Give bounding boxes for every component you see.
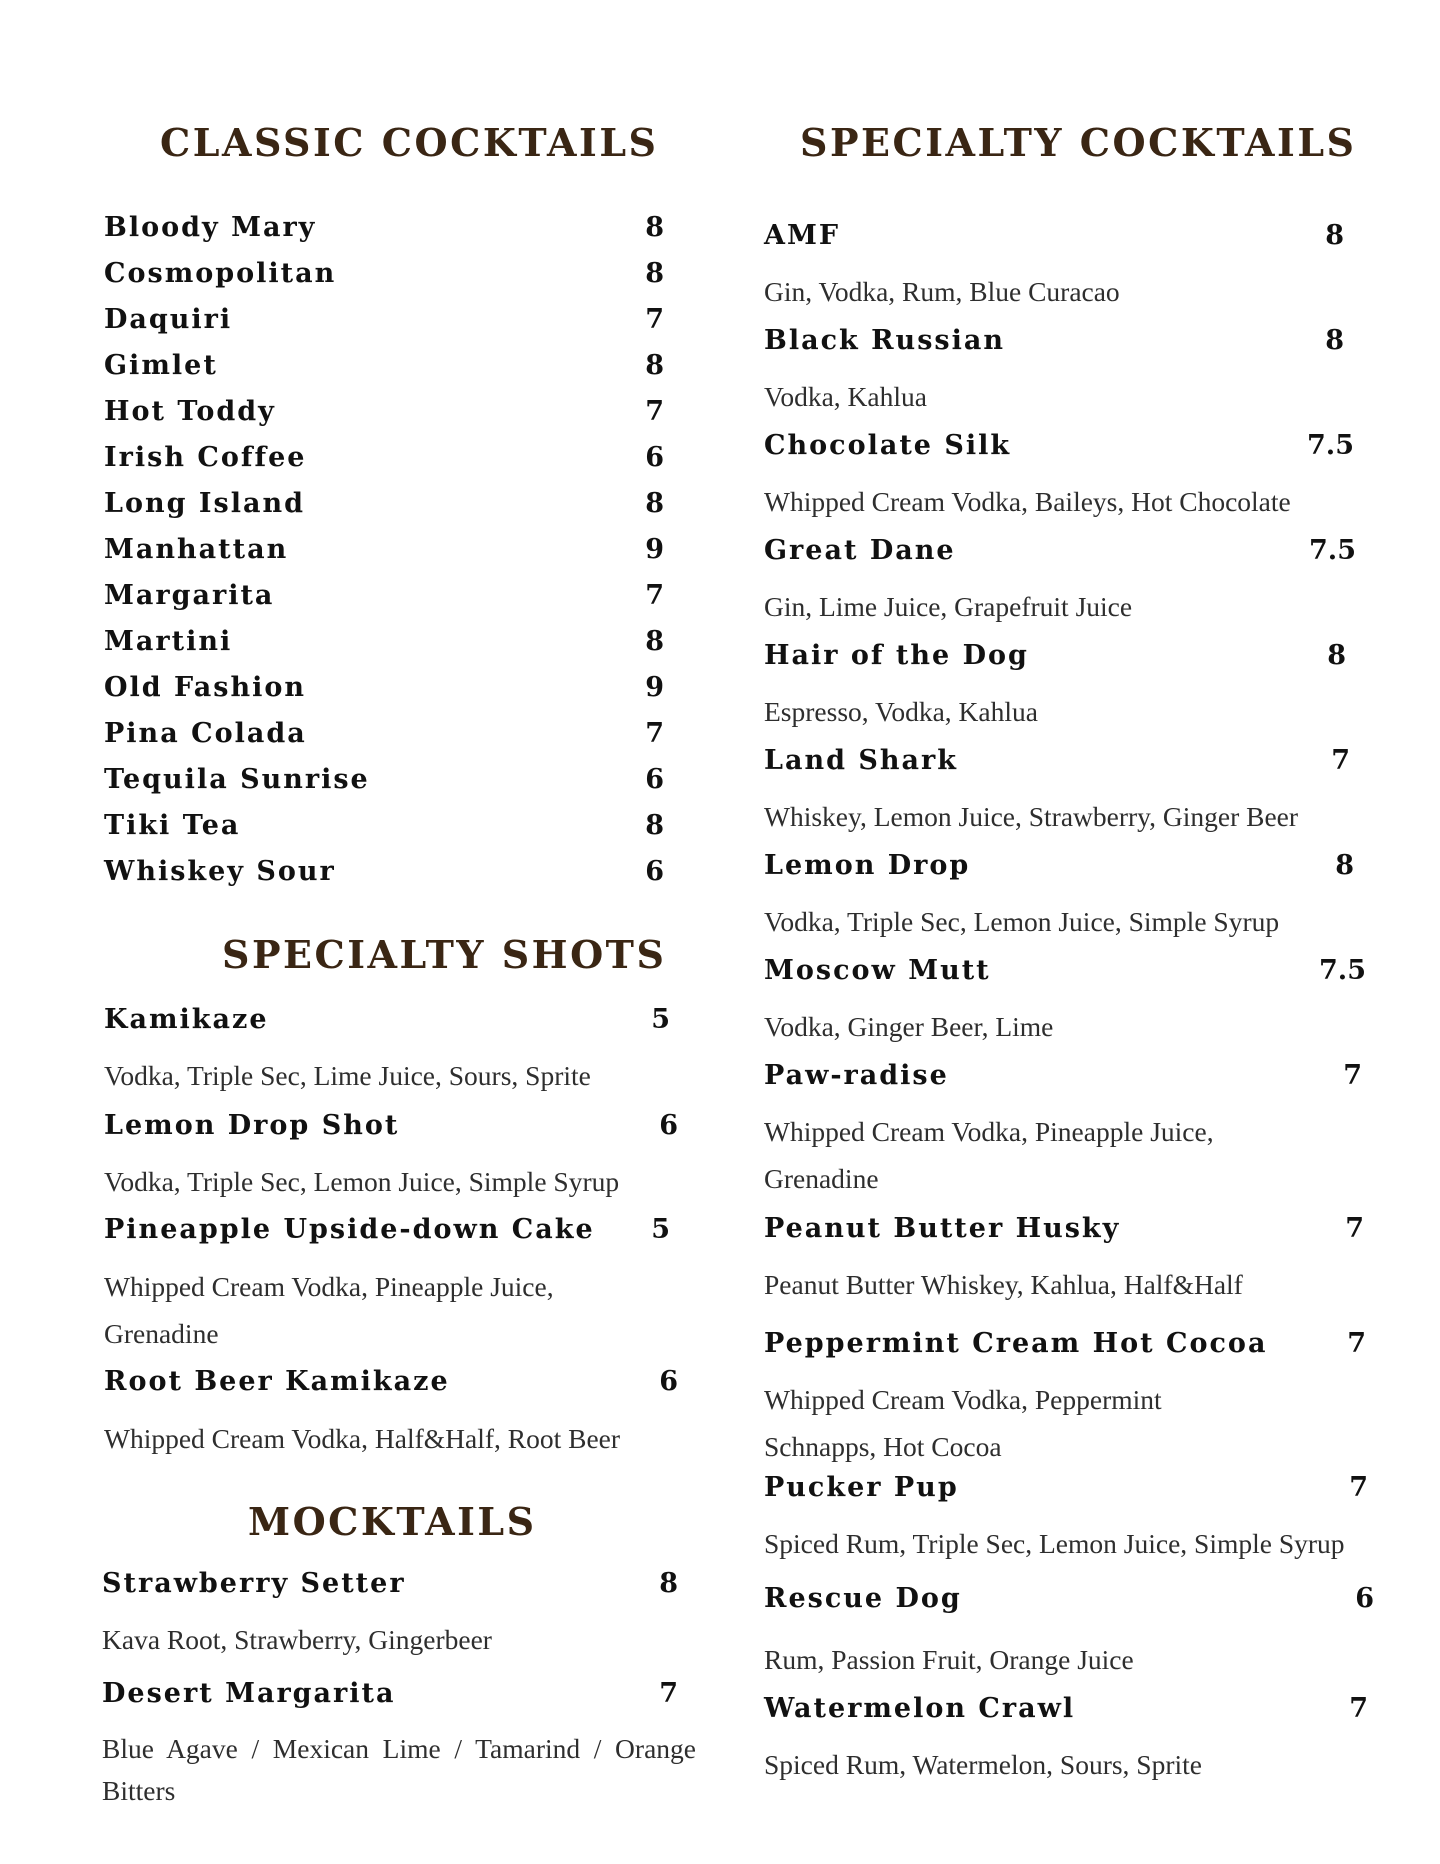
item-name: Watermelon Crawl	[764, 1693, 1076, 1724]
item-name: Martini	[104, 626, 233, 657]
item-name: Long Island	[104, 488, 305, 519]
item-name: Chocolate Silk	[764, 430, 1012, 461]
item-name: Daquiri	[104, 304, 233, 335]
menu-item	[764, 1060, 1362, 1100]
menu-item	[764, 1693, 1368, 1733]
item-price: 6	[659, 1366, 678, 1397]
item-name: AMF	[764, 220, 841, 251]
item-description: Peanut Butter Whiskey, Kahlua, Half&Half	[764, 1269, 1243, 1300]
item-price: 8	[1327, 640, 1346, 671]
item-name: Strawberry Setter	[102, 1568, 406, 1599]
item-name: Old Fashion	[104, 672, 306, 703]
item-price: 7	[1347, 1328, 1366, 1359]
item-price: 8	[1325, 325, 1344, 356]
menu-item	[764, 325, 1344, 365]
item-price: 7	[1349, 1472, 1368, 1503]
item-price: 7	[645, 718, 664, 749]
menu-item	[104, 1004, 670, 1044]
menu-item	[764, 1213, 1364, 1253]
item-description: Whipped Cream Vodka, Peppermint Schnapps, Hot Cocoa	[764, 1384, 1162, 1462]
item-name: Great Dane	[764, 535, 956, 566]
item-price: 6	[645, 764, 664, 795]
menu-item	[104, 258, 664, 298]
item-name: Tequila Sunrise	[104, 764, 370, 795]
item-price: 5	[651, 1214, 670, 1245]
item-description: Blue Agave / Mexican Lime / Tamarind / Orange Bitters	[102, 1733, 696, 1806]
item-name: Land Shark	[764, 745, 958, 776]
item-price: 8	[645, 212, 664, 243]
item-price: 8	[1335, 850, 1354, 881]
menu-item	[102, 1678, 678, 1718]
item-price: 6	[659, 1110, 678, 1141]
item-price: 5	[651, 1004, 670, 1035]
item-price: 7	[645, 580, 664, 611]
item-name: Gimlet	[104, 350, 218, 381]
item-price: 7.5	[1319, 955, 1366, 986]
item-name: Manhattan	[104, 534, 289, 565]
menu-item	[764, 955, 1366, 995]
classic-cocktails-heading: CLASSIC COCKTAILS	[160, 120, 659, 165]
specialty-shots-heading: SPECIALTY SHOTS	[222, 932, 667, 977]
menu-item	[104, 350, 664, 390]
menu-item	[104, 1214, 670, 1254]
item-price: 8	[645, 626, 664, 657]
item-name: Peppermint Cream Hot Cocoa	[764, 1328, 1268, 1359]
item-name: Hair of the Dog	[764, 640, 1029, 671]
item-price: 7	[645, 304, 664, 335]
item-price: 8	[1325, 220, 1344, 251]
item-name: Moscow Mutt	[764, 955, 991, 986]
item-description: Spiced Rum, Triple Sec, Lemon Juice, Simple Syrup	[764, 1528, 1345, 1559]
menu-item	[764, 745, 1350, 785]
item-description: Gin, Lime Juice, Grapefruit Juice	[764, 591, 1133, 622]
item-name: Hot Toddy	[104, 396, 276, 427]
item-price: 7	[659, 1678, 678, 1709]
item-price: 9	[645, 534, 664, 565]
menu-item	[104, 580, 664, 620]
item-name: Tiki Tea	[104, 810, 241, 841]
item-price: 6	[1355, 1583, 1374, 1614]
item-name: Kamikaze	[104, 1004, 269, 1035]
item-name: Pucker Pup	[764, 1472, 959, 1503]
item-name: Peanut Butter Husky	[764, 1213, 1121, 1244]
item-price: 7.5	[1309, 535, 1356, 566]
item-description: Whipped Cream Vodka, Baileys, Hot Chocolate	[764, 486, 1291, 517]
menu-item	[104, 856, 664, 896]
menu-item	[104, 810, 664, 850]
menu-item	[104, 304, 664, 344]
item-name: Margarita	[104, 580, 275, 611]
item-price: 6	[645, 442, 664, 473]
menu-item	[104, 1110, 678, 1150]
item-price: 6	[645, 856, 664, 887]
menu-item	[764, 535, 1356, 575]
menu-item	[764, 1583, 1374, 1623]
item-description: Rum, Passion Fruit, Orange Juice	[764, 1644, 1134, 1675]
item-description: Whiskey, Lemon Juice, Strawberry, Ginger Beer	[764, 801, 1299, 832]
item-description: Whipped Cream Vodka, Half&Half, Root Beer	[104, 1423, 621, 1454]
item-name: Cosmopolitan	[104, 258, 337, 289]
menu-item	[104, 672, 664, 712]
item-name: Lemon Drop	[764, 850, 971, 881]
item-name: Rescue Dog	[764, 1583, 962, 1614]
item-name: Bloody Mary	[104, 212, 317, 243]
menu-item	[764, 1472, 1368, 1512]
item-price: 8	[645, 810, 664, 841]
item-description: Vodka, Triple Sec, Lemon Juice, Simple Syrup	[764, 906, 1280, 937]
item-name: Root Beer Kamikaze	[104, 1366, 450, 1397]
menu-item	[764, 220, 1344, 260]
item-price: 7	[1349, 1693, 1368, 1724]
mocktails-heading: MOCKTAILS	[248, 1499, 537, 1544]
item-description: Whipped Cream Vodka, Pineapple Juice, Grenadine	[764, 1116, 1214, 1194]
item-name: Black Russian	[764, 325, 1005, 356]
item-description: Vodka, Kahlua	[764, 381, 927, 412]
item-description: Spiced Rum, Watermelon, Sours, Sprite	[764, 1749, 1202, 1780]
item-name: Lemon Drop Shot	[104, 1110, 400, 1141]
item-description: Vodka, Triple Sec, Lime Juice, Sours, Sprite	[104, 1060, 591, 1091]
item-price: 7	[645, 396, 664, 427]
item-price: 7	[1343, 1060, 1362, 1091]
item-price: 7	[1331, 745, 1350, 776]
menu-item	[104, 442, 664, 482]
item-name: Pina Colada	[104, 718, 307, 749]
item-price: 8	[645, 350, 664, 381]
item-price: 8	[659, 1568, 678, 1599]
item-price: 7.5	[1307, 430, 1354, 461]
specialty-cocktails-heading: SPECIALTY COCKTAILS	[800, 120, 1357, 165]
item-name: Pineapple Upside-down Cake	[104, 1214, 595, 1245]
menu-item	[104, 1366, 678, 1406]
item-price: 9	[645, 672, 664, 703]
menu-item	[102, 1568, 678, 1608]
menu-item	[104, 488, 664, 528]
menu-item	[764, 850, 1354, 890]
item-name: Whiskey Sour	[104, 856, 336, 887]
menu-item	[104, 396, 664, 436]
menu-item	[104, 764, 664, 804]
item-name: Desert Margarita	[102, 1678, 396, 1709]
item-description: Kava Root, Strawberry, Gingerbeer	[102, 1624, 492, 1655]
item-description: Gin, Vodka, Rum, Blue Curacao	[764, 276, 1120, 307]
menu-item	[764, 640, 1346, 680]
item-description: Whipped Cream Vodka, Pineapple Juice, Grenadine	[104, 1271, 554, 1349]
item-name: Irish Coffee	[104, 442, 307, 473]
item-price: 8	[645, 488, 664, 519]
item-price: 8	[645, 258, 664, 289]
item-description: Vodka, Ginger Beer, Lime	[764, 1011, 1054, 1042]
item-name: Paw-radise	[764, 1060, 949, 1091]
menu-item	[104, 212, 664, 252]
menu-item	[764, 1328, 1366, 1368]
menu-item	[104, 534, 664, 574]
item-price: 7	[1345, 1213, 1364, 1244]
menu-item	[104, 626, 664, 666]
menu-item	[104, 718, 664, 758]
item-description: Espresso, Vodka, Kahlua	[764, 696, 1038, 727]
menu-item	[764, 430, 1354, 470]
item-description: Vodka, Triple Sec, Lemon Juice, Simple Syrup	[104, 1166, 620, 1197]
